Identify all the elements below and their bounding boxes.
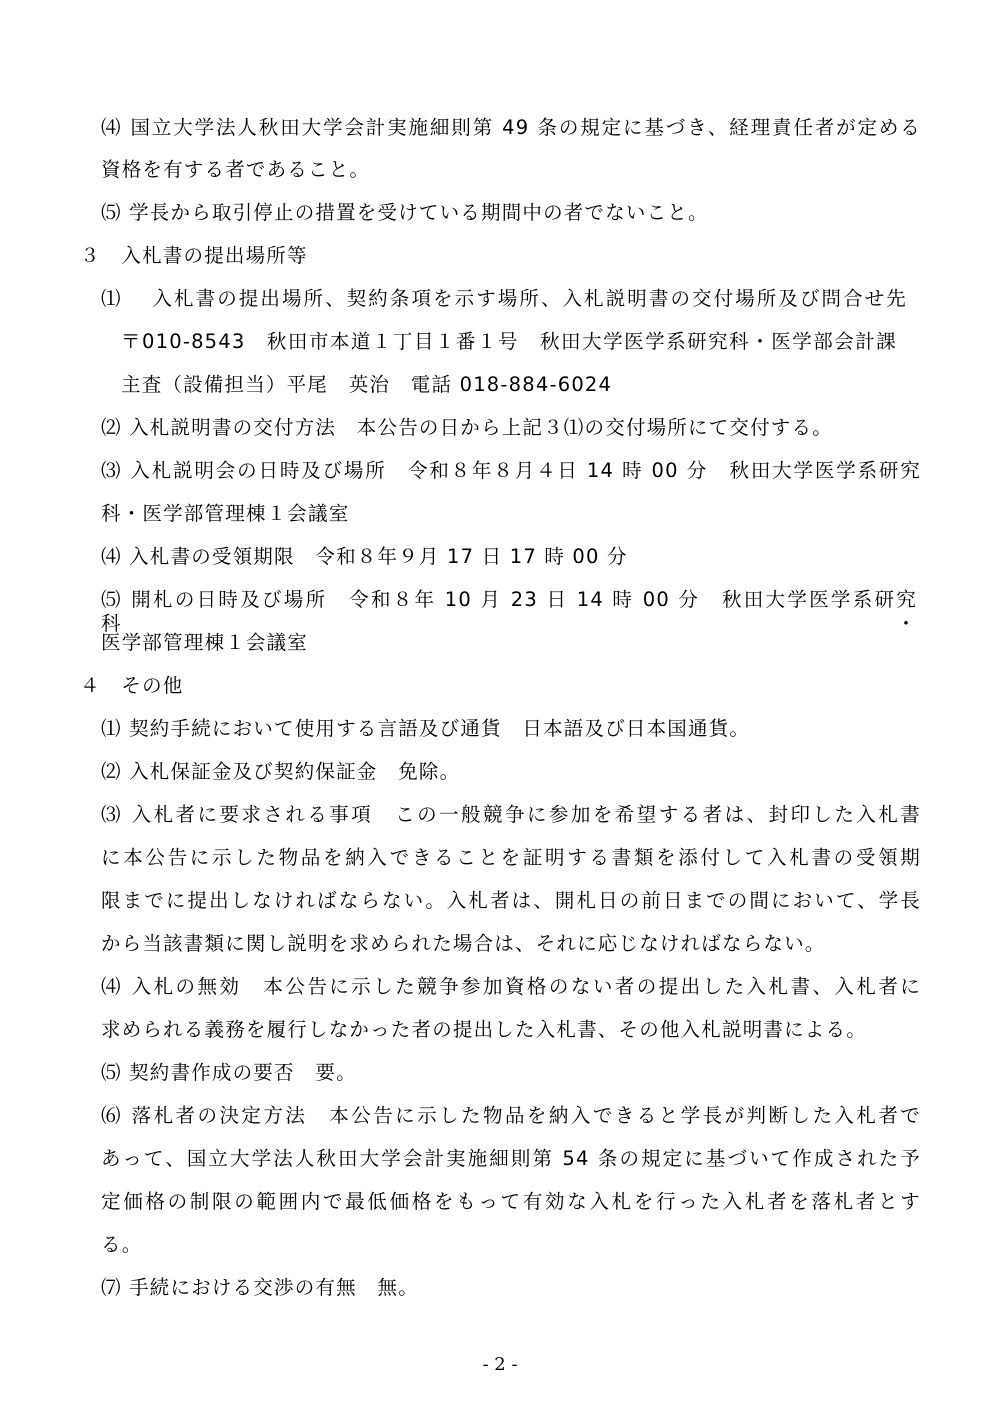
section-3-item-1-line-1: ⑴ 入札書の提出場所、契約条項を示す場所、入札説明書の交付場所及び問合せ先 (101, 287, 907, 310)
section-4-item-3-line-1: ⑶ 入札者に要求される事項 この一般競争に参加を希望する者は、封印した入札書 (101, 803, 921, 826)
section-3-item-3-line-1: ⑶ 入札説明会の日時及び場所 令和８年８月４日 14 時 00 分 秋田大学医学系研究 (101, 459, 921, 482)
section-3-item-2: ⑵ 入札説明書の交付方法 本公告の日から上記３⑴の交付場所にて交付する。 (101, 416, 833, 439)
section-3-heading: ３ 入札書の提出場所等 (80, 244, 308, 267)
section-4-item-5: ⑸ 契約書作成の要否 要。 (101, 1061, 357, 1084)
section-4-item-2: ⑵ 入札保証金及び契約保証金 免除。 (101, 760, 461, 783)
section-4-item-3-line-4: から当該書類に関し説明を求められた場合は、それに応じなければならない。 (101, 932, 826, 955)
section-3-item-5-line-1: ⑸ 開札の日時及び場所 令和８年 10 月 23 日 14 時 00 分 秋田大学医学系研究科・ (101, 588, 917, 635)
section-3-item-5-line-2: 医学部管理棟１会議室 (101, 631, 309, 654)
section-4-item-1: ⑴ 契約手続において使用する言語及び通貨 日本語及び日本国通貨。 (101, 717, 751, 740)
section-4-item-4-line-1: ⑷ 入札の無効 本公告に示した競争参加資格のない者の提出した入札書、入札者に (101, 975, 921, 998)
section-4-item-3-line-2: に本公告に示した物品を納入できることを証明する書類を添付して入札書の受領期 (101, 846, 921, 869)
section-3-item-3-line-2: 科・医学部管理棟１会議室 (101, 502, 350, 525)
page-number: - 2 - (482, 1354, 518, 1375)
item-4-4-line-1: ⑷ 国立大学法人秋田大学会計実施細則第 49 条の規定に基づき、経理責任者が定める (101, 116, 921, 139)
section-3-item-1-line-2: 〒010-8543 秋田市本道１丁目１番１号 秋田大学医学系研究科・医学部会計課 (121, 330, 897, 353)
section-4-item-6-line-1: ⑹ 落札者の決定方法 本公告に示した物品を納入できると学長が判断した入札者で (101, 1104, 921, 1127)
section-4-item-6-line-2: あって、国立大学法人秋田大学会計実施細則第 54 条の規定に基づいて作成された予 (101, 1147, 921, 1170)
section-3-item-4: ⑷ 入札書の受領期限 令和８年９月 17 日 17 時 00 分 (101, 545, 628, 568)
section-4-heading: ４ その他 (80, 674, 184, 697)
section-4-item-6-line-3: 定価格の制限の範囲内で最低価格をもって有効な入札を行った入札者を落札者とす (101, 1190, 921, 1213)
section-4-item-3-line-3: 限までに提出しなければならない。入札者は、開札日の前日までの間において、学長 (101, 889, 921, 912)
section-3-item-1-line-3: 主査（設備担当）平尾 英治 電話 018-884-6024 (121, 373, 613, 396)
section-4-item-6-line-4: る。 (101, 1233, 143, 1256)
item-5-line: ⑸ 学長から取引停止の措置を受けている期間中の者でないこと。 (101, 201, 709, 224)
section-4-item-7: ⑺ 手続における交渉の有無 無。 (101, 1276, 419, 1299)
section-4-item-4-line-2: 求められる義務を履行しなかった者の提出した入札書、その他入札説明書による。 (101, 1018, 867, 1041)
item-4-4-line-2: 資格を有する者であること。 (101, 158, 371, 181)
